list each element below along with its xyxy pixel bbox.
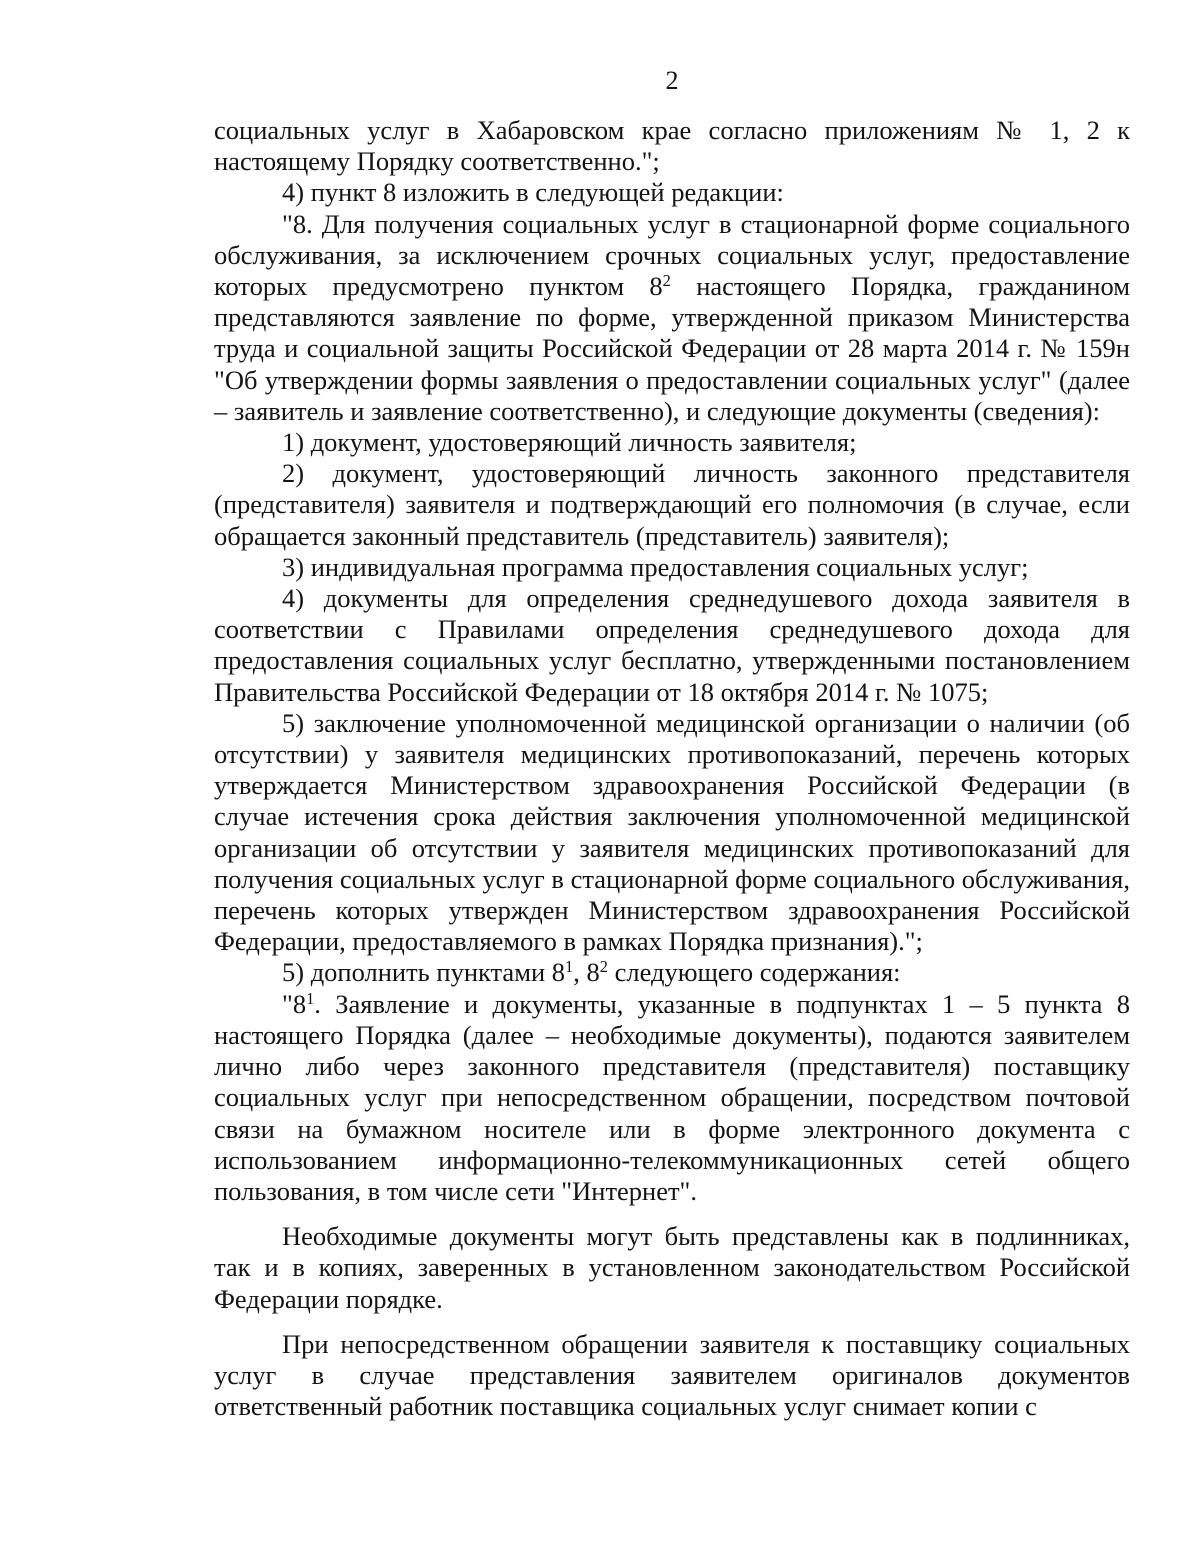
paragraph-item-4: 4) пункт 8 изложить в следующей редакции: — [282, 177, 784, 208]
superscript: 2 — [599, 957, 608, 977]
point-8-1-text-end: . Заявление и документы, указанные в подпунктах 1 – 5 пункта 8 настоящего Порядка (далее – необходимые документы), подаются заявителем лично либо через законного представителя (представителя) поставщику социальных услуг при непосредственном обращении, посредством почтовой связи на бумажном носителе или в форме электронного документа с использованием информационно-телекоммуникационных сетей общего пользования, в том числе сети "Интернет". — [214, 988, 1130, 1206]
item-5-text-start: 5) дополнить пунктами 8 — [282, 957, 566, 988]
list-item-4: 4) документы для определения среднедушевого дохода заявителя в соответствии с Правилами определения среднедушевого дохода для предоставления социальных услуг бесплатно, утвержденными постановлением Правительства Российской Федерации от 18 октября 2014 г. № 1075; — [214, 583, 1130, 707]
point-8-text-end: настоящего Порядка, гражданином представляются заявление по форме, утвержденной приказом Министерства труда и социальной защиты Российской Федерации от 28 марта 2014 г. № 159н "Об утверждении формы заявления о предоставлении социальных услуг" (далее – заявитель и заявление соответственно), и следующие документы (сведения): — [214, 271, 1130, 426]
item-5-text-middle: , 8 — [573, 957, 600, 988]
page-number: 2 — [665, 66, 679, 95]
list-item-2: 2) документ, удостоверяющий личность законного представителя (представителя) заявителя и подтверждающий его полномочия (в случае, если обращается законный представитель (представитель) заявителя); — [214, 458, 1130, 551]
paragraph-continuation: социальных услуг в Хабаровском крае согласно приложениям № 1, 2 к настоящему Порядку соответственно."; — [214, 115, 1130, 177]
paragraph-point-8-1 — [214, 989, 1130, 1207]
paragraph-direct-application: При непосредственном обращении заявителя к поставщику социальных услуг в случае представления заявителем оригиналов документов ответственный работник поставщика социальных услуг снимает копии с — [214, 1328, 1130, 1422]
point-8-1-text-start: "8 — [282, 988, 307, 1019]
list-item-5: 5) заключение уполномоченной медицинской организации о наличии (об отсутствии) у заявителя медицинских противопоказаний, перечень которых утверждается Министерством здравоохранения Российской Федерации (в случае истечения срока действия заключения уполномоченной медицинской организации об отсутствии у заявителя медицинских противопоказаний для получения социальных услуг в стационарной форме социального обслуживания, перечень которых утвержден Министерством здравоохранения Российской Федерации, предоставляемого в рамках Порядка признания)."; — [214, 707, 1130, 957]
paragraph-item-5 — [214, 957, 1130, 988]
list-item-3: 3) индивидуальная программа предоставления социальных услуг; — [282, 551, 1029, 582]
item-5-text-end: следующего содержания: — [607, 957, 901, 988]
superscript: 1 — [565, 957, 574, 977]
paragraph-point-8 — [214, 209, 1130, 427]
list-item-1: 1) документ, удостоверяющий личность заявителя; — [282, 427, 857, 458]
document-body — [214, 115, 1130, 1422]
point-8-text-start: "8. Для получения социальных услуг в стационарной форме социального обслуживания, за исключением срочных социальных услуг, предоставление которых предусмотрено пунктом 8 — [214, 208, 1130, 302]
superscript: 2 — [662, 270, 671, 290]
paragraph-documents-copies: Необходимые документы могут быть представлены как в подлинниках, так и в копиях, заверенных в установленном законодательством Российской Федерации порядке. — [214, 1221, 1130, 1314]
superscript: 1 — [306, 988, 315, 1008]
